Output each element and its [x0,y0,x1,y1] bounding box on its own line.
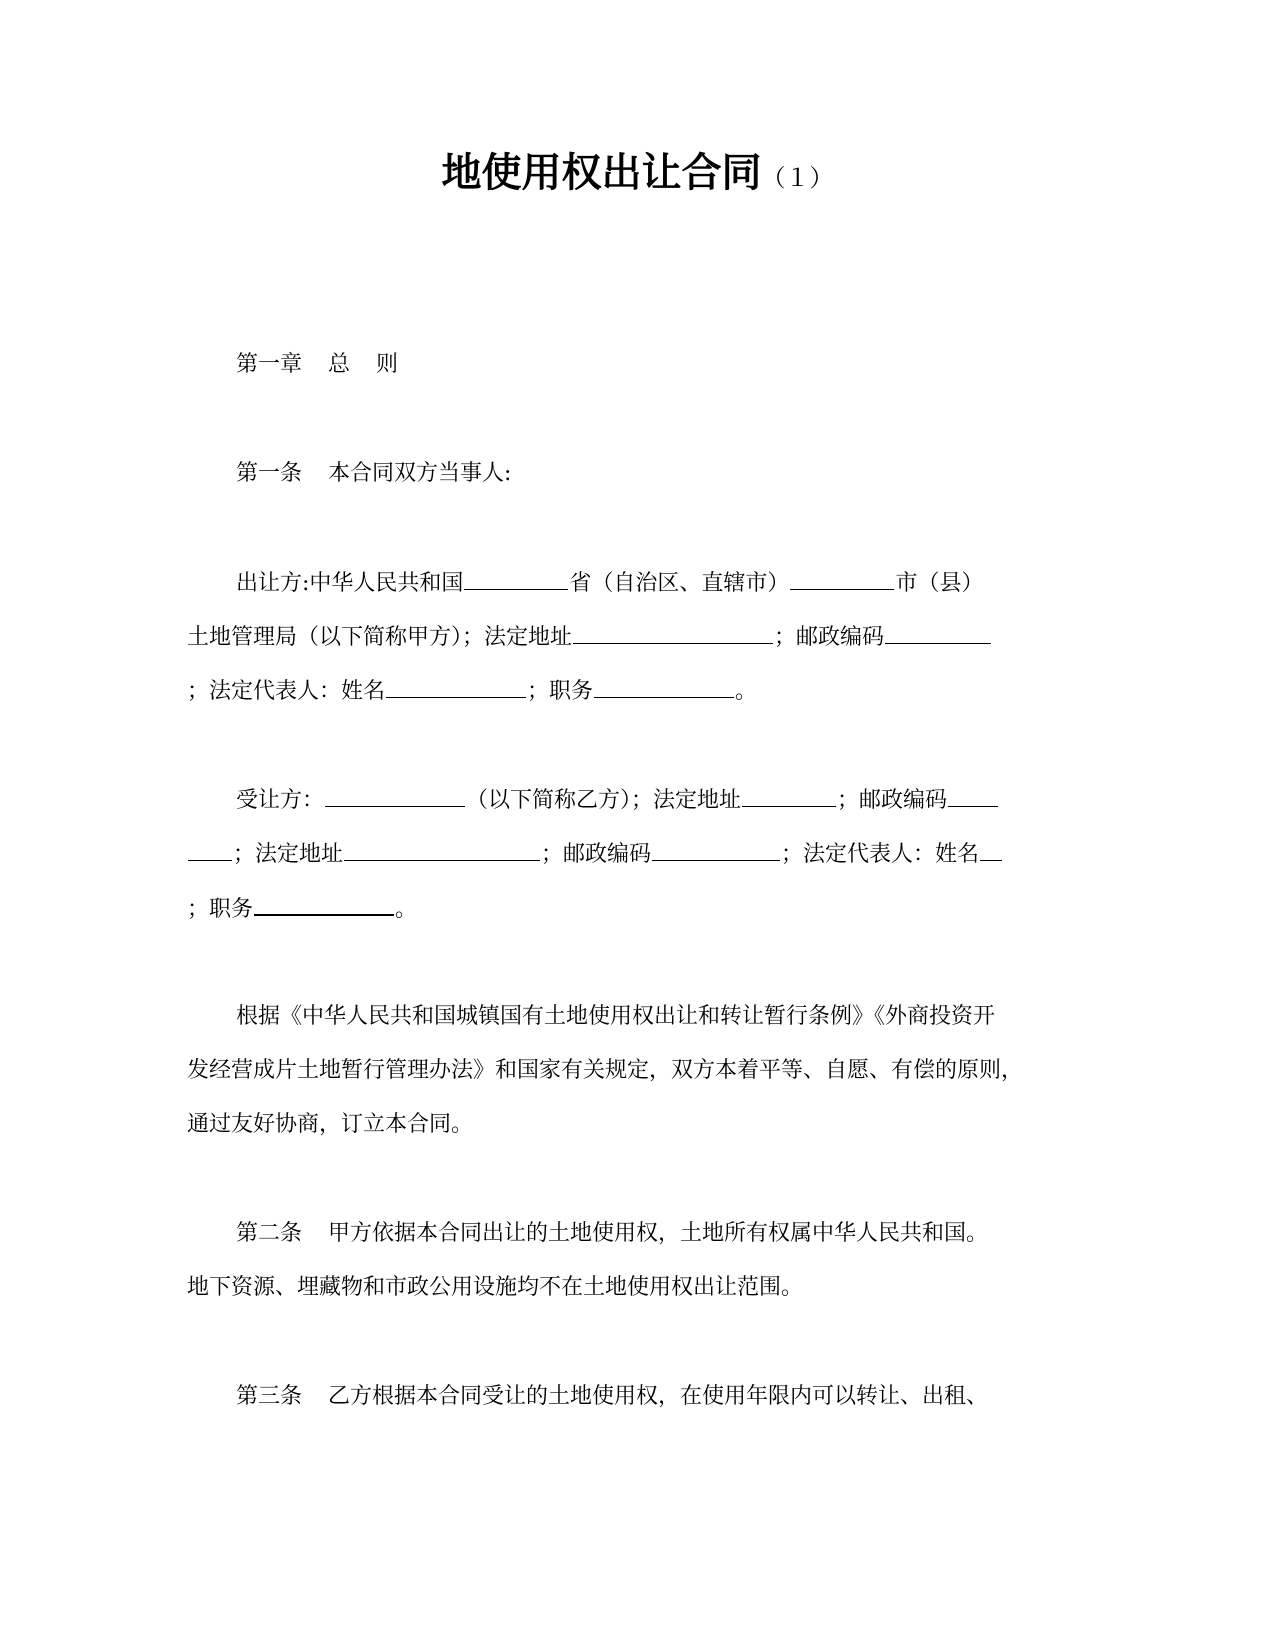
grantor-rep-name-blank[interactable] [386,676,526,698]
grantee-text: 受让方： [236,788,325,813]
grantee-text: ；法定地址 [233,842,344,867]
chapter-title-part1: 总 [328,352,351,377]
grantor-text: ；邮政编码 [774,625,885,650]
article-3-label: 第三条 [236,1384,303,1409]
article-1 [236,459,511,489]
article-3-text: 乙方根据本合同受让的土地使用权，在使用年限内可以转让、出租、 [328,1384,989,1409]
grantee-address-blank[interactable] [742,785,836,807]
grantor-address-blank[interactable] [573,622,773,644]
grantor-text: 土地管理局（以下简称甲方）；法定地址 [187,625,573,650]
article-2-label: 第二条 [236,1221,303,1246]
article-1-text: 本合同双方当事人: [328,461,512,486]
basis-line-2: 发经营成片土地暂行管理办法》和国家有关规定，双方本着平等、自愿、有偿的原则， [187,1058,1024,1083]
article-2-line-2: 地下资源、埋藏物和市政公用设施均不在土地使用权出让范围。 [187,1275,804,1300]
province-blank[interactable] [464,568,568,590]
grantee-text: 。 [395,897,418,922]
title-number: （１） [761,164,834,192]
grantor-line-1 [236,568,983,599]
grantor-line-2 [187,622,992,653]
grantor-text: ；职务 [527,679,594,704]
grantee-text: ；邮政编码 [541,842,652,867]
grantor-text: ；法定代表人：姓名 [187,679,386,704]
chapter-title-part2: 则 [376,352,399,377]
title-main: 地使用权出让合同 [441,150,762,196]
grantor-text: 省（自治区、直辖市） [569,571,790,596]
chapter-number: 第一章 [236,352,303,377]
chapter-heading [236,350,398,380]
grantor-postcode-blank[interactable] [885,622,991,644]
article-2-text: 甲方依据本合同出让的土地使用权，土地所有权属中华人民共和国。 [328,1221,989,1246]
city-blank[interactable] [790,568,894,590]
basis-line-3: 通过友好协商，订立本合同。 [187,1112,474,1137]
grantor-text: 出让方:中华人民共和国 [236,571,464,596]
grantee-name-blank[interactable] [325,785,465,807]
grantee-rep-name-blank[interactable] [980,839,1002,861]
article-2-line-1 [236,1219,988,1249]
grantee-line-2 [187,839,1003,870]
grantee-text: ；职务 [187,897,254,922]
article-1-label: 第一条 [236,461,303,486]
grantee-text: ；法定代表人：姓名 [781,842,980,867]
grantee-text: （以下简称乙方）；法定地址 [466,788,742,813]
grantee-text: ；邮政编码 [837,788,948,813]
grantee-rep-title-blank[interactable] [254,893,394,916]
basis-line-1: 根据《中华人民共和国城镇国有土地使用权出让和转让暂行条例》《外商投资开 [236,1004,996,1029]
grantee-line-1 [236,785,999,816]
article-3-line-1 [236,1382,988,1412]
document-title [0,148,1275,206]
grantee-address-blank-2[interactable] [344,839,540,861]
grantor-rep-title-blank[interactable] [594,676,734,698]
grantee-line-3 [187,893,417,925]
grantor-line-3 [187,676,757,707]
grantee-postcode-blank-cont[interactable] [188,839,232,861]
grantee-postcode-blank[interactable] [948,785,998,807]
grantor-text: 市（县） [895,571,984,596]
grantor-text: 。 [735,679,758,704]
grantee-postcode-blank-2[interactable] [652,839,780,861]
